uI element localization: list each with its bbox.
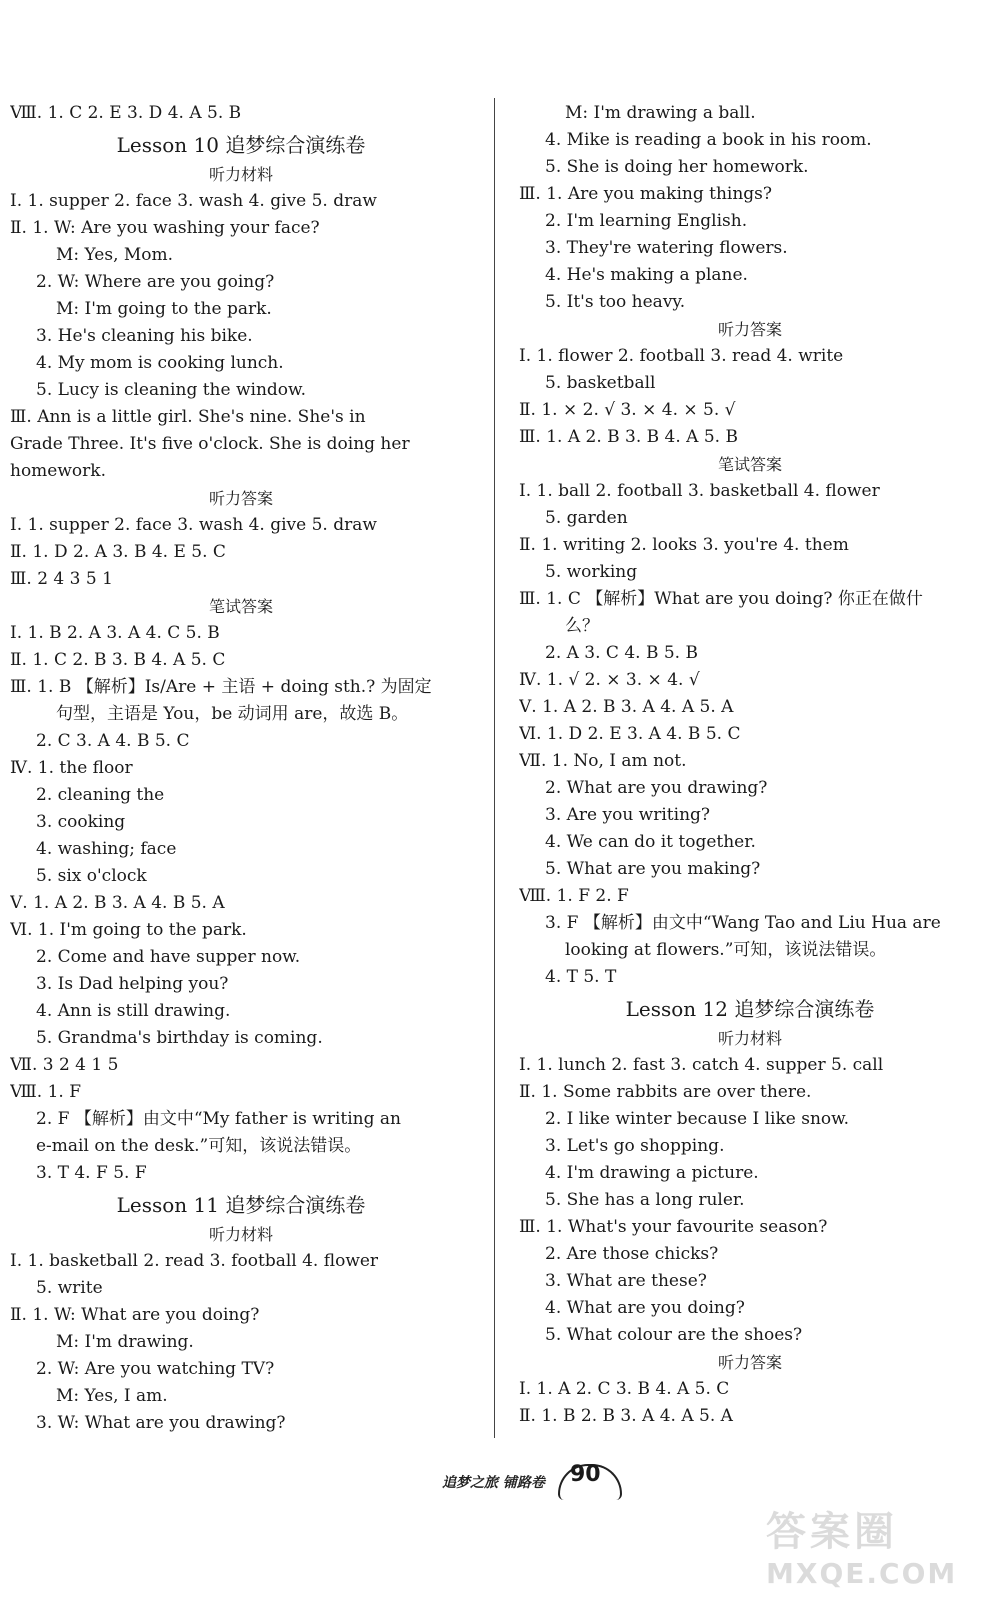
right-line: M: I'm drawing a ball. — [565, 103, 756, 123]
right-line: 4. He's making a plane. — [545, 265, 748, 285]
left-line: 3. cooking — [36, 812, 126, 832]
right-line: 3. Are you writing? — [545, 805, 711, 825]
right-line: 2. I'm learning English. — [545, 211, 748, 231]
right-line: 3. F 【解析】由文中“Wang Tao and Liu Hua are — [545, 913, 941, 933]
left-line: 2. W: Where are you going? — [36, 272, 275, 292]
column-divider — [494, 98, 495, 1438]
right-line: looking at flowers.”可知，该说法错误。 — [565, 940, 887, 960]
right-line: 2. Are those chicks? — [545, 1244, 719, 1264]
right-line: Ⅱ. 1. writing 2. looks 3. you're 4. them — [519, 535, 849, 555]
left-line: 5. six o'clock — [36, 866, 147, 886]
right-line: 5. It's too heavy. — [545, 292, 686, 312]
right-line: Ⅷ. 1. F 2. F — [519, 886, 629, 906]
left-line: 4. Ann is still drawing. — [36, 1001, 231, 1021]
left-line: Ⅱ. 1. W: Are you washing your face? — [10, 218, 320, 238]
right-line: Ⅶ. 1. No, I am not. — [519, 751, 687, 771]
right-line: 3. Let's go shopping. — [545, 1136, 725, 1156]
right-line: 2. I like winter because I like snow. — [545, 1109, 850, 1129]
right-line: 5. She is doing her homework. — [545, 157, 809, 177]
left-line: M: Yes, Mom. — [56, 245, 174, 265]
left-line: Ⅰ. 1. supper 2. face 3. wash 4. give 5. draw — [10, 191, 377, 211]
left-line: 3. He's cleaning his bike. — [36, 326, 253, 346]
left-line: Lesson 10 追梦综合演练卷 — [116, 133, 366, 157]
left-line: Lesson 11 追梦综合演练卷 — [116, 1193, 366, 1217]
left-line: 3. Is Dad helping you? — [36, 974, 229, 994]
watermark — [766, 1500, 986, 1590]
left-line: 2. W: Are you watching TV? — [36, 1359, 275, 1379]
right-line: 4. Mike is reading a book in his room. — [545, 130, 872, 150]
left-line: 句型，主语是 You，be 动词用 are，故选 B。 — [56, 704, 409, 724]
right-line: Ⅱ. 1. B 2. B 3. A 4. A 5. A — [519, 1406, 733, 1426]
left-line: 2. C 3. A 4. B 5. C — [36, 731, 190, 751]
left-line: Ⅰ. 1. B 2. A 3. A 4. C 5. B — [10, 623, 220, 643]
left-line: 2. cleaning the — [36, 785, 165, 805]
left-line: 3. W: What are you drawing? — [36, 1413, 286, 1433]
right-line: 听力材料 — [717, 1029, 782, 1048]
right-line: 5. She has a long ruler. — [545, 1190, 745, 1210]
left-line: 听力材料 — [208, 1225, 273, 1244]
left-line: 听力答案 — [208, 489, 273, 508]
right-line: Ⅰ. 1. lunch 2. fast 3. catch 4. supper 5. call — [519, 1055, 884, 1075]
right-line: 听力答案 — [717, 320, 782, 339]
left-line: M: I'm going to the park. — [56, 299, 272, 319]
right-line: Ⅲ. 1. A 2. B 3. B 4. A 5. B — [519, 427, 738, 447]
right-line: Ⅰ. 1. A 2. C 3. B 4. A 5. C — [519, 1379, 730, 1399]
right-line: 听力答案 — [717, 1353, 782, 1372]
right-column — [519, 100, 981, 1430]
right-line: Ⅱ. 1. × 2. √ 3. × 4. × 5. √ — [519, 400, 736, 420]
right-line: 4. What are you doing? — [545, 1298, 745, 1318]
left-line: 5. Lucy is cleaning the window. — [36, 380, 306, 400]
left-line: Ⅱ. 1. D 2. A 3. B 4. E 5. C — [10, 542, 226, 562]
right-line: Ⅰ. 1. ball 2. football 3. basketball 4. flower — [519, 481, 880, 501]
left-line: Ⅲ. 1. B 【解析】Is/Are + 主语 + doing sth.? 为固定 — [10, 677, 432, 697]
left-line: M: Yes, I am. — [56, 1386, 168, 1406]
right-line: 3. They're watering flowers. — [545, 238, 788, 258]
right-line: 5. What are you making? — [545, 859, 761, 879]
left-line: Ⅰ. 1. basketball 2. read 3. football 4. flower — [10, 1251, 379, 1271]
left-line: Ⅶ. 3 2 4 1 5 — [10, 1055, 119, 1075]
left-line: M: I'm drawing. — [56, 1332, 194, 1352]
right-line: Ⅲ. 1. C 【解析】What are you doing? 你正在做什 — [519, 589, 923, 609]
left-column — [10, 100, 472, 1437]
right-line: Ⅳ. 1. √ 2. × 3. × 4. √ — [519, 670, 700, 690]
right-line: 5. basketball — [545, 373, 656, 393]
left-line: Ⅰ. 1. supper 2. face 3. wash 4. give 5. draw — [10, 515, 377, 535]
left-line: 笔试答案 — [208, 597, 273, 616]
right-line: Ⅵ. 1. D 2. E 3. A 4. B 5. C — [519, 724, 741, 744]
left-line: 5. write — [36, 1278, 103, 1298]
left-line: Ⅳ. 1. the floor — [10, 758, 133, 778]
right-line: 笔试答案 — [717, 455, 782, 474]
right-line: Lesson 12 追梦综合演练卷 — [625, 997, 875, 1021]
footer-logo: 追梦之旅 铺路卷 — [442, 1475, 545, 1491]
left-line: Ⅴ. 1. A 2. B 3. A 4. B 5. A — [10, 893, 225, 913]
left-line: Ⅵ. 1. I'm going to the park. — [10, 920, 247, 940]
left-line: Ⅷ. 1. F — [10, 1082, 82, 1102]
right-line: Ⅲ. 1. Are you making things? — [519, 184, 772, 204]
left-line: Ⅲ. 2 4 3 5 1 — [10, 569, 113, 589]
right-line: Ⅱ. 1. Some rabbits are over there. — [519, 1082, 812, 1102]
left-line: Ⅷ. 1. C 2. E 3. D 4. A 5. B — [10, 103, 242, 123]
left-line: 4. washing; face — [36, 839, 177, 859]
right-line: Ⅰ. 1. flower 2. football 3. read 4. write — [519, 346, 844, 366]
right-line: 4. I'm drawing a picture. — [545, 1163, 759, 1183]
left-line: homework. — [10, 461, 106, 481]
right-line: 4. T 5. T — [545, 967, 617, 987]
left-line: Ⅲ. Ann is a little girl. She's nine. She's in — [10, 407, 366, 427]
left-line: 3. T 4. F 5. F — [36, 1163, 147, 1183]
right-line: 2. A 3. C 4. B 5. B — [545, 643, 698, 663]
left-line: Grade Three. It's five o'clock. She is doing her — [10, 434, 410, 454]
left-line: 2. Come and have supper now. — [36, 947, 301, 967]
watermark-logo: 答案圈 — [766, 1509, 898, 1555]
page-number: 90 — [570, 1462, 601, 1487]
left-line: 听力材料 — [208, 165, 273, 184]
left-line: 5. Grandma's birthday is coming. — [36, 1028, 323, 1048]
right-line: 4. We can do it together. — [545, 832, 756, 852]
left-line: e-mail on the desk.”可知，该说法错误。 — [36, 1136, 362, 1156]
left-line: Ⅱ. 1. W: What are you doing? — [10, 1305, 260, 1325]
right-line: 5. garden — [545, 508, 628, 528]
right-line: 3. What are these? — [545, 1271, 707, 1291]
right-line: Ⅴ. 1. A 2. B 3. A 4. A 5. A — [519, 697, 734, 717]
left-line: 4. My mom is cooking lunch. — [36, 353, 284, 373]
left-line: 2. F 【解析】由文中“My father is writing an — [36, 1109, 401, 1129]
right-line: Ⅲ. 1. What's your favourite season? — [519, 1217, 828, 1237]
right-line: 5. working — [545, 562, 638, 582]
right-line: 么？ — [565, 616, 599, 636]
right-line: 5. What colour are the shoes? — [545, 1325, 803, 1345]
watermark-url: MXQE.COM — [766, 1557, 958, 1590]
left-line: Ⅱ. 1. C 2. B 3. B 4. A 5. C — [10, 650, 226, 670]
right-line: 2. What are you drawing? — [545, 778, 768, 798]
